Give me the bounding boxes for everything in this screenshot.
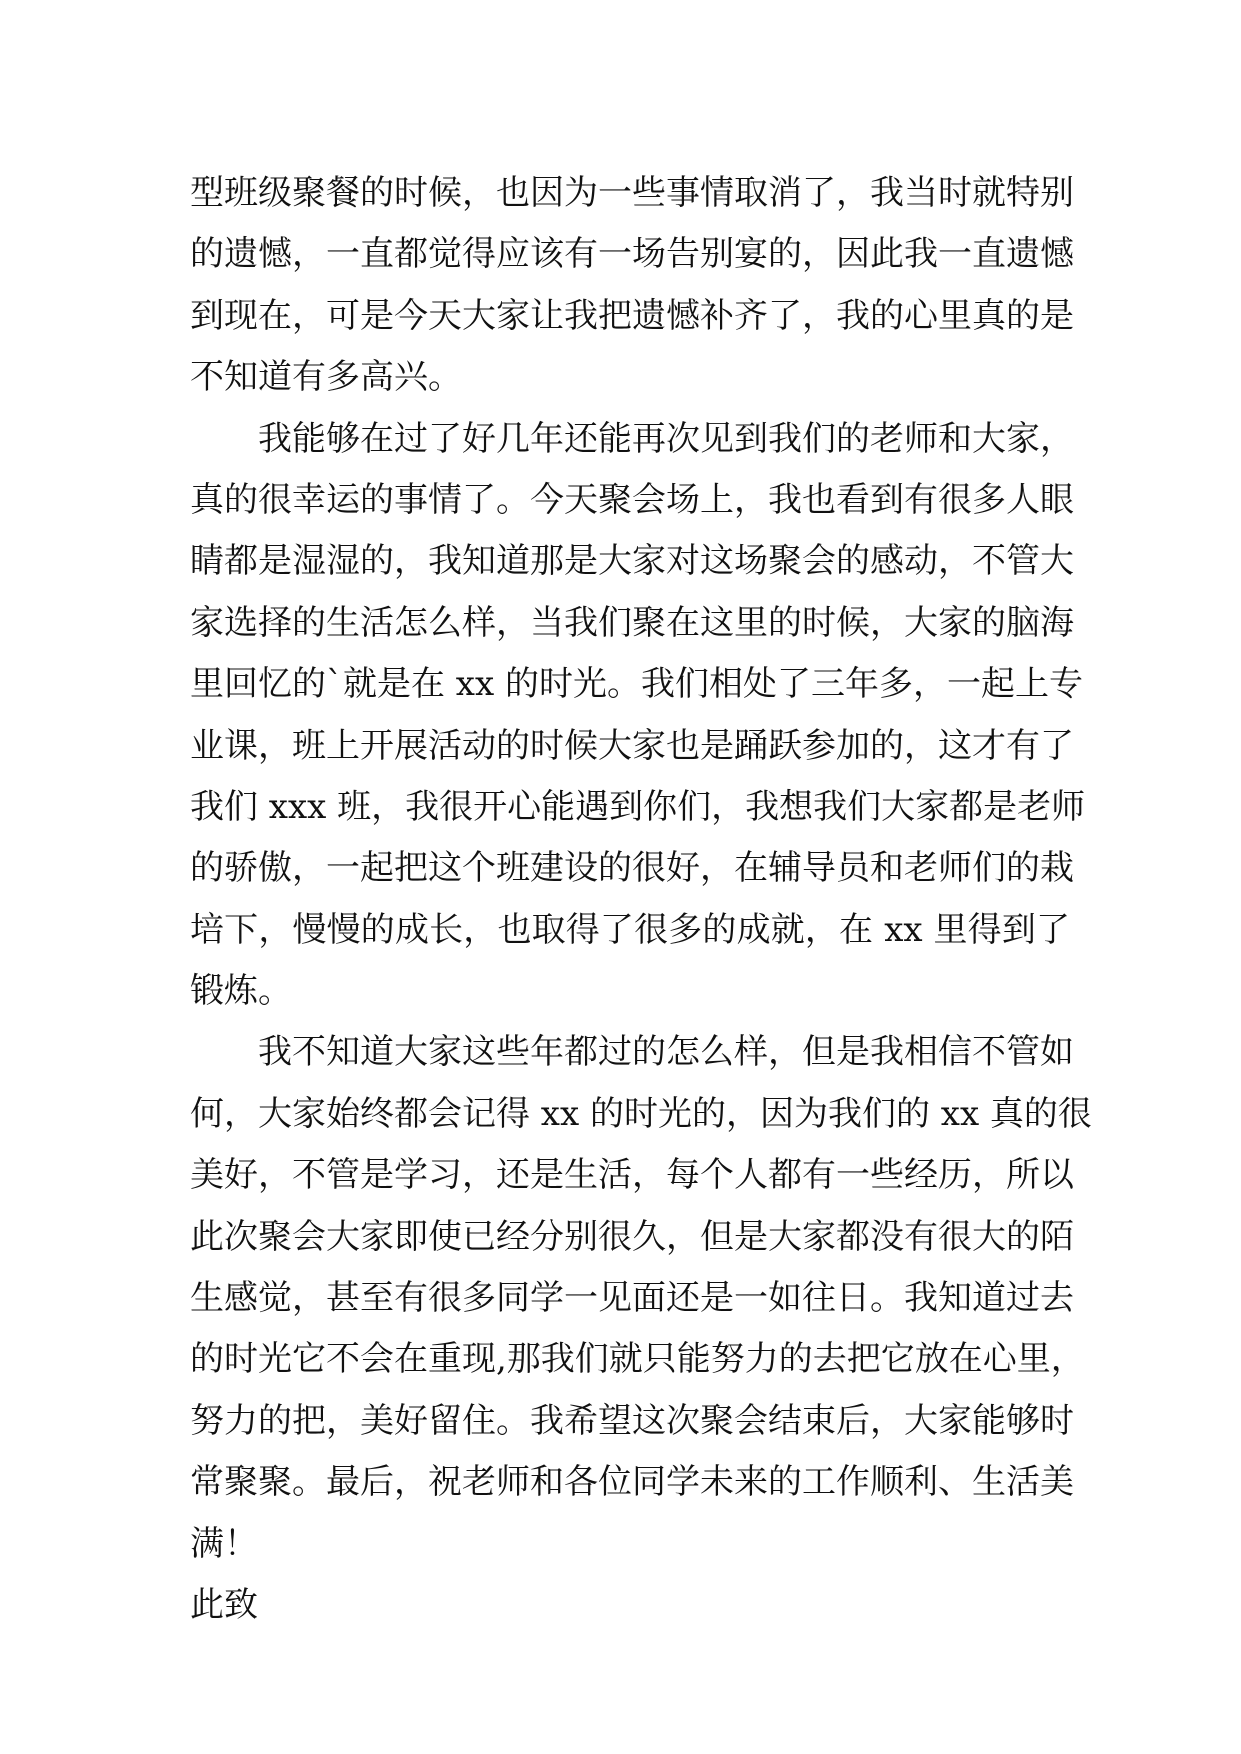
text-line: 睛都是湿湿的，我知道那是大家对这场聚会的感动，不管大 bbox=[190, 541, 1074, 582]
paragraph bbox=[190, 409, 1086, 1023]
text-line: 努力的把，美好留住。我希望这次聚会结束后，大家能够时 bbox=[190, 1400, 1074, 1441]
text-line: 不知道有多高兴。 bbox=[190, 357, 462, 398]
text-line: 锻炼。 bbox=[190, 971, 292, 1012]
text-line: 的骄傲，一起把这个班建设的很好，在辅导员和老师们的栽 bbox=[190, 848, 1074, 889]
text-line: 我们 xxx 班，我很开心能遇到你们，我想我们大家都是老师 bbox=[190, 786, 1086, 827]
text-line: 我能够在过了好几年还能再次见到我们的老师和大家， bbox=[258, 418, 1074, 459]
text-line: 的时光它不会在重现,那我们就只能努力的去把它放在心里， bbox=[190, 1339, 1085, 1380]
text-line: 到现在，可是今天大家让我把遗憾补齐了，我的心里真的是 bbox=[190, 295, 1074, 336]
text-line: 的遗憾，一直都觉得应该有一场告别宴的，因此我一直遗憾 bbox=[190, 234, 1074, 275]
text-line: 生感觉，甚至有很多同学一见面还是一如往日。我知道过去 bbox=[190, 1278, 1074, 1319]
text-line: 真的很幸运的事情了。今天聚会场上，我也看到有很多人眼 bbox=[190, 479, 1074, 520]
closing-salutation: 此致 bbox=[190, 1584, 258, 1625]
text-line: 我不知道大家这些年都过的怎么样，但是我相信不管如 bbox=[258, 1032, 1074, 1073]
text-line: 此次聚会大家即使已经分别很久，但是大家都没有很大的陌 bbox=[190, 1216, 1074, 1257]
text-line: 培下，慢慢的成长，也取得了很多的成就，在 xx 里得到了 bbox=[190, 909, 1070, 950]
paragraph bbox=[190, 163, 1074, 409]
text-line: 满！ bbox=[190, 1523, 258, 1564]
text-line: 何，大家始终都会记得 xx 的时光的，因为我们的 xx 真的很 bbox=[190, 1093, 1092, 1134]
text-line: 家选择的生活怎么样，当我们聚在这里的时候，大家的脑海 bbox=[190, 602, 1074, 643]
closing bbox=[190, 1575, 1070, 1636]
text-line: 美好，不管是学习，还是生活，每个人都有一些经历，所以 bbox=[190, 1155, 1074, 1196]
text-line: 型班级聚餐的时候，也因为一些事情取消了，我当时就特别 bbox=[190, 173, 1074, 213]
text-line: 常聚聚。最后，祝老师和各位同学未来的工作顺利、生活美 bbox=[190, 1462, 1074, 1503]
text-line: 里回忆的`就是在 xx 的时光。我们相处了三年多，一起上专 bbox=[190, 664, 1083, 705]
text-line: 业课，班上开展活动的时候大家也是踊跃参加的，这才有了 bbox=[190, 725, 1074, 766]
paragraph bbox=[190, 1022, 1092, 1575]
document-body bbox=[190, 163, 1092, 1636]
